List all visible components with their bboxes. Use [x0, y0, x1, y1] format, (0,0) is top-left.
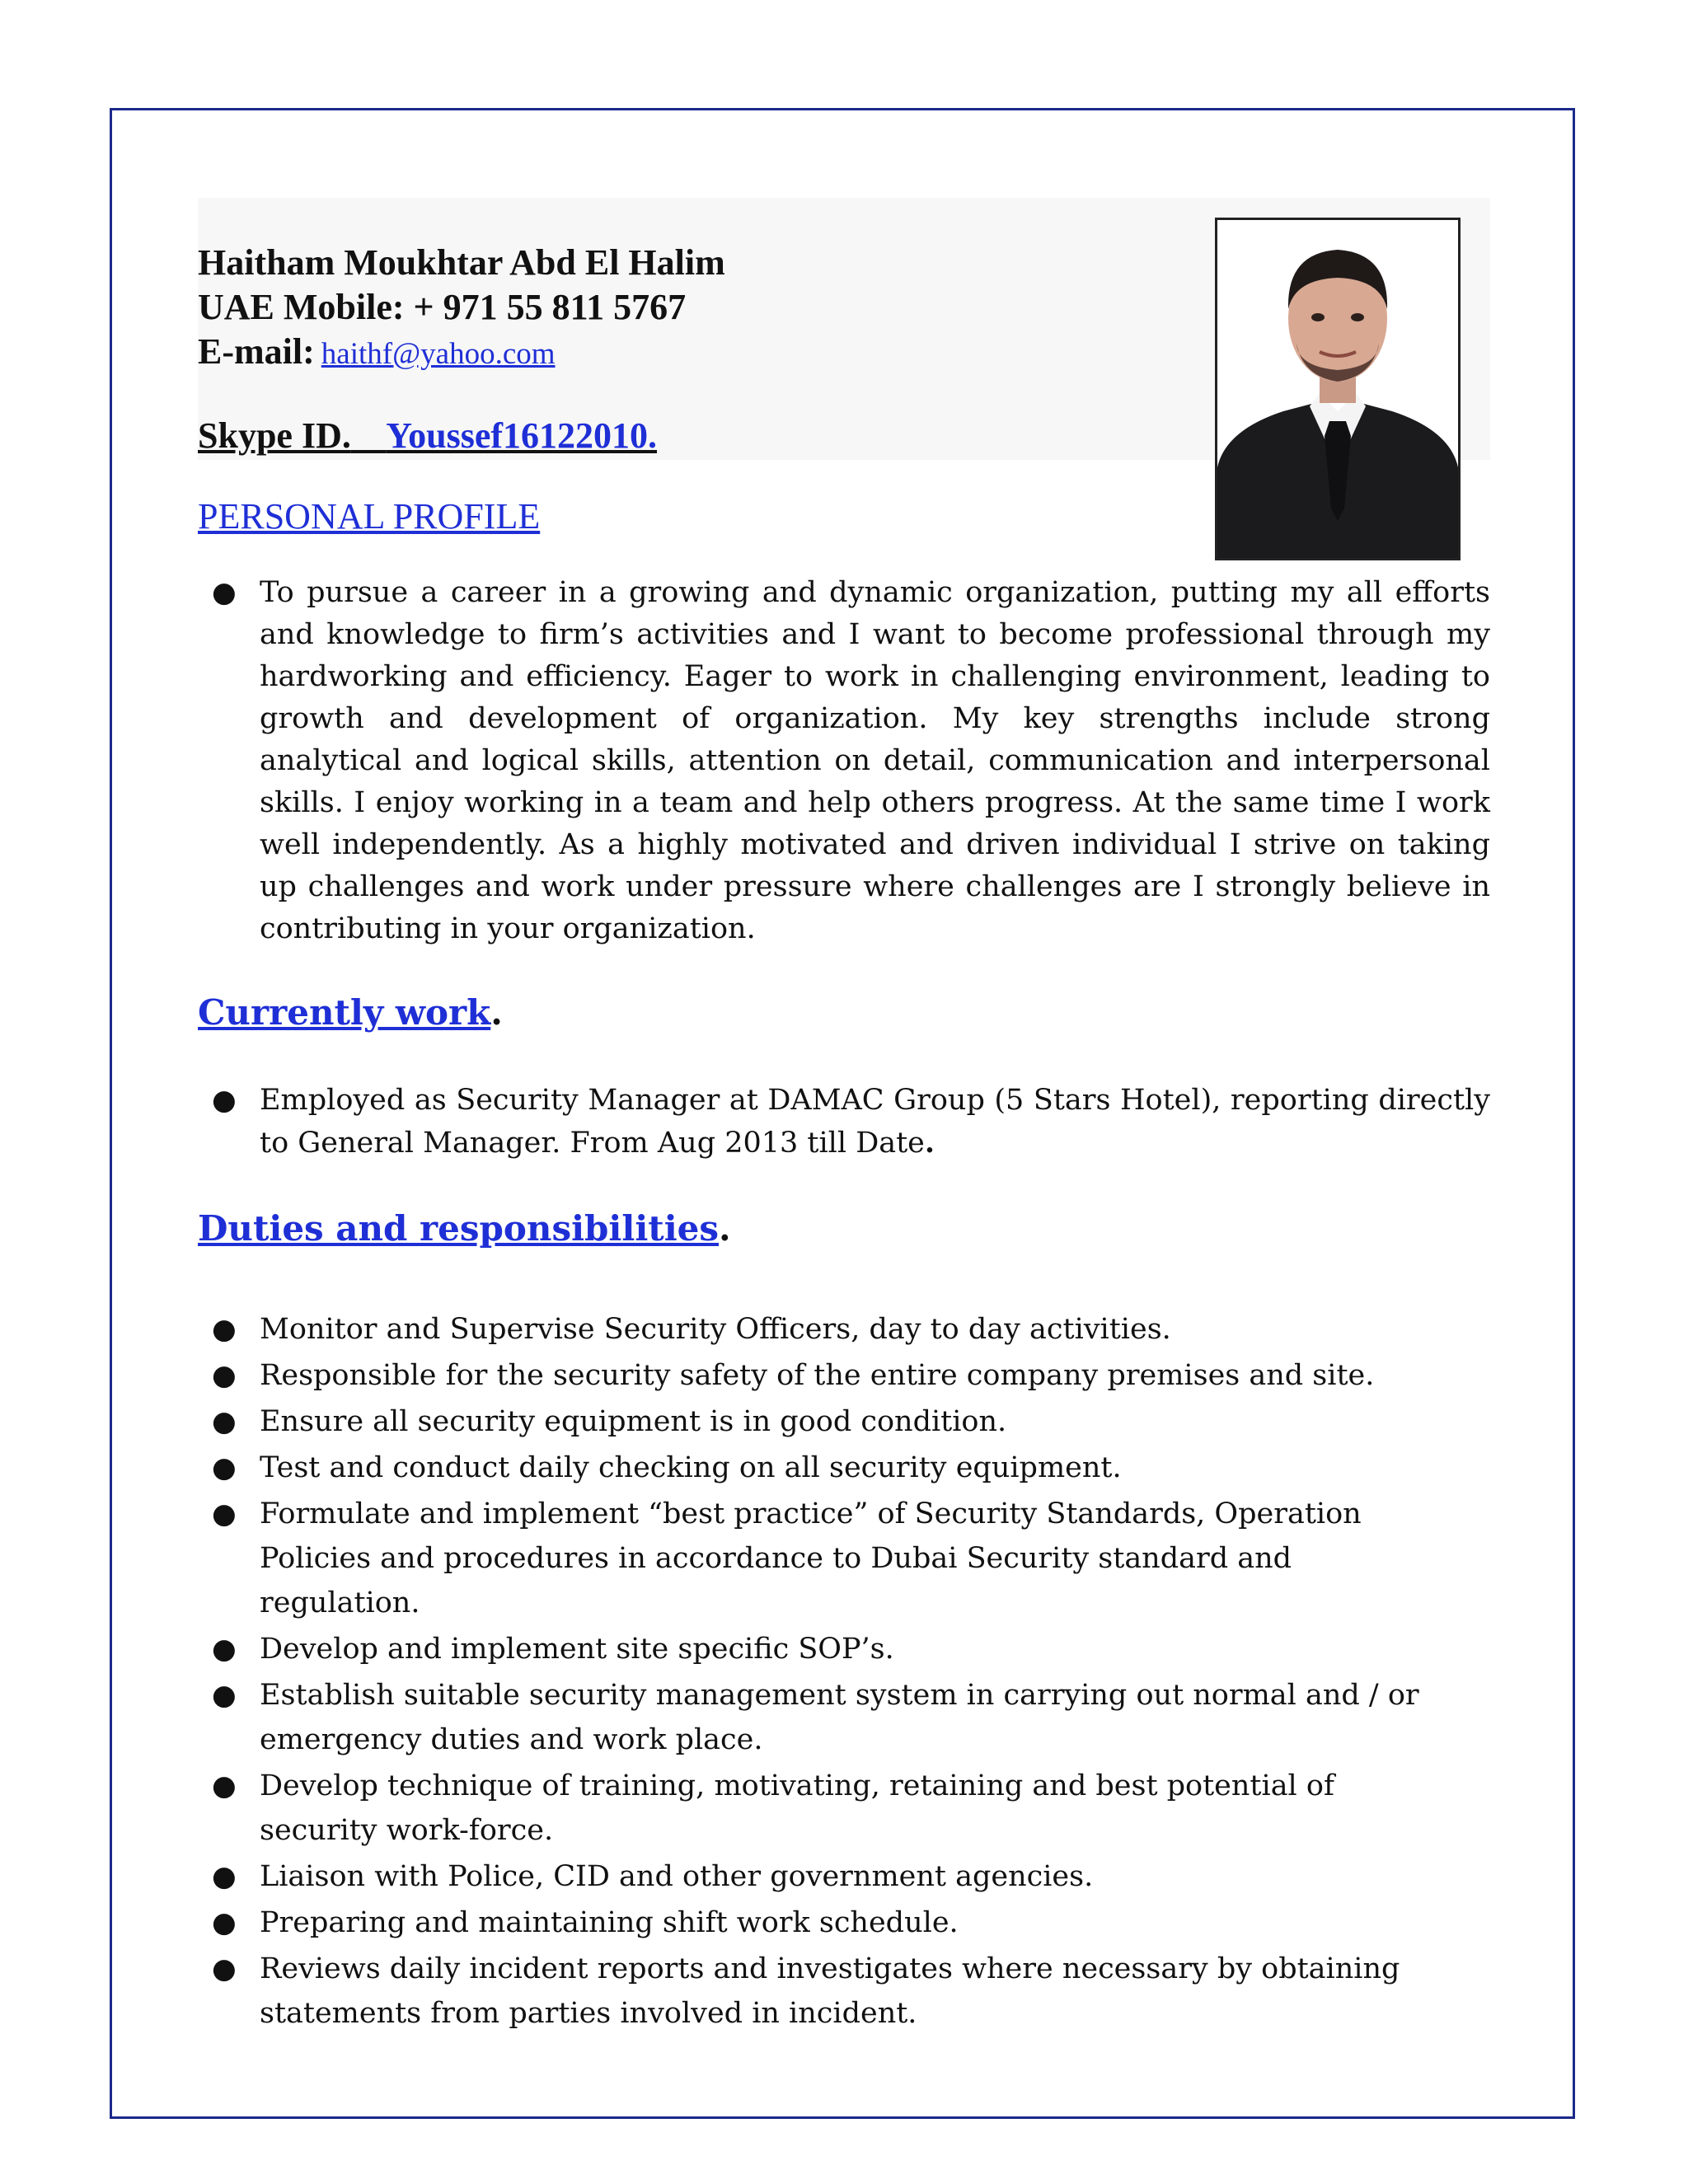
duty-text: Test and conduct daily checking on all security equipment.	[260, 1451, 1122, 1484]
bullet-icon: ●	[212, 1769, 237, 1802]
personal-profile-heading: PERSONAL PROFILE	[198, 496, 541, 537]
bullet-icon: ●	[212, 576, 237, 609]
duty-text: Liaison with Police, CID and other government agencies.	[260, 1860, 1094, 1893]
email-label: E-mail:	[198, 331, 315, 372]
skype-line	[198, 414, 657, 458]
currently-work-title: Currently work	[198, 992, 491, 1033]
bullet-icon: ●	[212, 1359, 237, 1392]
email-link[interactable]: haithf@yahoo.com	[321, 337, 556, 371]
duty-text: Monitor and Supervise Security Officers, day to day activities.	[260, 1313, 1171, 1346]
currently-work-period: .	[490, 992, 503, 1033]
list-item	[198, 1446, 1490, 1490]
skype-id[interactable]: Youssef16122010.	[386, 415, 658, 456]
list-item	[198, 1399, 1490, 1444]
duty-text: Preparing and maintaining shift work schedule.	[260, 1906, 959, 1939]
bullet-icon: ●	[212, 1084, 237, 1117]
currently-work-heading	[198, 991, 503, 1035]
list-item	[198, 1900, 1490, 1945]
duty-text: Ensure all security equipment is in good condition.	[260, 1405, 1007, 1438]
list-item	[198, 572, 1490, 950]
duty-text: Reviews daily incident reports and investigates where necessary by obtaining statements from parties involved in incident.	[260, 1952, 1400, 2030]
duties-title: Duties and responsibilities	[198, 1208, 720, 1249]
profile-list	[198, 572, 1490, 950]
mobile-number: UAE Mobile: + 971 55 811 5767	[198, 287, 687, 327]
duty-text: Responsible for the security safety of the entire company premises and site.	[260, 1359, 1375, 1392]
contact-block	[198, 241, 725, 377]
bullet-icon: ●	[212, 1313, 237, 1346]
list-item	[198, 1492, 1490, 1625]
bullet-icon: ●	[212, 1405, 237, 1438]
list-item	[198, 1764, 1490, 1853]
duty-text: Develop and implement site specific SOP’s.	[260, 1633, 894, 1666]
bullet-icon: ●	[212, 1633, 237, 1666]
duties-list	[198, 1307, 1490, 2037]
skype-label: Skype ID.	[198, 415, 351, 456]
bullet-icon: ●	[212, 1679, 237, 1712]
list-item	[198, 1080, 1490, 1165]
duty-text: Establish suitable security management system in carrying out normal and / or emergency duties and work place.	[260, 1679, 1419, 1756]
bullet-icon: ●	[212, 1451, 237, 1484]
list-item	[198, 1673, 1490, 1762]
person-portrait-icon	[1217, 220, 1458, 558]
duty-text: Formulate and implement “best practice” of Security Standards, Operation Policies and procedures in accordance to Dubai Security standard and regulation.	[260, 1497, 1362, 1619]
list-item	[198, 1307, 1490, 1352]
list-item	[198, 1947, 1490, 2036]
profile-text: To pursue a career in a growing and dynamic organization, putting my all efforts and knowledge to firm’s activities and I want to become professional through my hardworking and efficiency. Eager to work in challenging environment, leading to growth and development of organization. My key strengths include strong analytical and logical skills, attention on detail, communication and interpersonal skills. I enjoy working in a team and help others progress. At the same time I work well independently. As a highly motivated and driven individual I strive on taking up challenges and work under pressure where challenges are I strongly believe in contributing in your organization.	[260, 576, 1490, 945]
bullet-icon: ●	[212, 1497, 237, 1530]
bullet-icon: ●	[212, 1906, 237, 1939]
list-item	[198, 1854, 1490, 1899]
duties-period: .	[719, 1208, 731, 1249]
profile-photo	[1215, 218, 1461, 560]
bullet-icon: ●	[212, 1860, 237, 1893]
bullet-icon: ●	[212, 1952, 237, 1985]
current-work-period: .	[924, 1126, 935, 1160]
email-line	[198, 330, 725, 377]
duty-text: Develop technique of training, motivating, retaining and best potential of security work-force.	[260, 1769, 1334, 1847]
current-work-text: Employed as Security Manager at DAMAC Group (5 Stars Hotel), reporting directly to General Manager. From Aug 2013 till Date	[260, 1084, 1490, 1160]
list-item	[198, 1353, 1490, 1398]
current-work-list	[198, 1080, 1490, 1165]
list-item	[198, 1627, 1490, 1671]
duties-heading	[198, 1207, 731, 1251]
candidate-name: Haitham Moukhtar Abd El Halim	[198, 242, 725, 283]
